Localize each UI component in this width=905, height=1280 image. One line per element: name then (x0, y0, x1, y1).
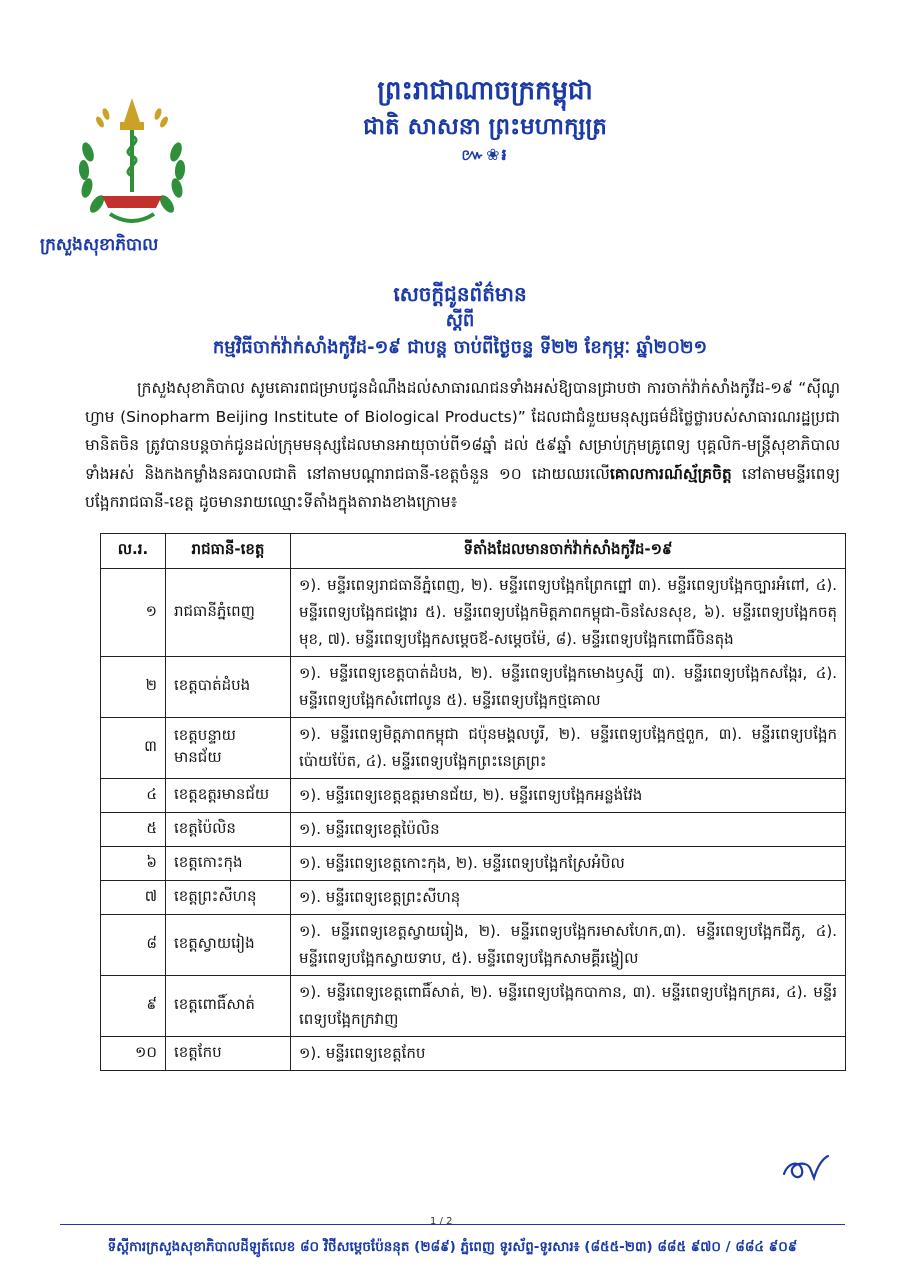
header-locations: ទីតាំងដែលមានចាក់វ៉ាក់សាំងកូវីដ-១៩ (291, 534, 846, 569)
intro-emphasis: គោលការណ៍ស្ម័គ្រចិត្ត (609, 464, 732, 483)
table-header-row (101, 534, 846, 569)
row-locations: ១). មន្ទីរពេទ្យខេត្តបាត់ដំបង, ២). មន្ទីរពេទ្យបង្អែកមោងឫស្សី ៣). មន្ទីរពេទ្យបង្អែកសង្កែរ, ៤). មន្ទីរពេទ្យបង្អែកសំពៅលូន ៥). មន្ទីរពេទ្យបង្អែកថ្មគោល (291, 657, 846, 718)
row-province: ខេត្តស្វាយរៀង (166, 915, 291, 976)
ministry-name: ក្រសួងសុខាភិបាល (40, 235, 159, 255)
intro-paragraph (85, 374, 840, 517)
table-row (101, 569, 846, 657)
row-number: ៥ (101, 813, 166, 847)
table-row (101, 718, 846, 779)
title-line2: ស្តីពី (445, 310, 475, 331)
row-locations: ១). មន្ទីរពេទ្យរាជធានីភ្នំពេញ, ២). មន្ទីរពេទ្យបង្អែកព្រែកព្នៅ ៣). មន្ទីរពេទ្យបង្អែកច្បារអំពៅ, ៤). មន្ទីរពេទ្យបង្អែកជង្គោរ ៥). មន្ទីរពេទ្យបង្អែកមិត្តភាពកម្ពុជា-ចិនសែនសុខ, ៦). មន្ទីរពេទ្យបង្អែកចតុមុខ, ៧). មន្ទីរពេទ្យបង្អែកសម្ដេចឪ-សម្ដេចម៉ែ, ៨). មន្ទីរពេទ្យបង្អែកពោធិ៍ចិនតុង (291, 569, 846, 657)
ornament-divider: ៚❀៛ (461, 145, 509, 164)
intro-part2: នៅតាមមន្ទីរពេទ្យបង្អែករាជធានី-ខេត្ត ដូចមានរាយឈ្មោះទីតាំងក្នុងតារាងខាងក្រោម៖ (85, 464, 841, 511)
row-province: ខេត្តព្រះសីហនុ (166, 881, 291, 915)
row-locations: ១). មន្ទីរពេទ្យខេត្តកោះកុង, ២). មន្ទីរពេទ្យបង្អែកស្រែអំបិល (291, 847, 846, 881)
row-locations: ១). មន្ទីរពេទ្យខេត្តព្រះសីហនុ (291, 881, 846, 915)
row-locations: ១). មន្ទីរពេទ្យខេត្តស្វាយរៀង, ២). មន្ទីរពេទ្យបង្អែករមាសហែក,៣). មន្ទីរពេទ្យបង្អែកជីភូ, ៤). មន្ទីរពេទ្យបង្អែកស្វាយទាប, ៥). មន្ទីរពេទ្យបង្អែកសាមគ្គីរង្វៀល (291, 915, 846, 976)
row-number: ៤ (101, 779, 166, 813)
row-province: ខេត្តពោធិ៍សាត់ (166, 976, 291, 1037)
footer-address: ទីស្តីការក្រសួងសុខាភិបាលដីឡូត៍លេខ ៨០ វិថីសម្តេចប៉ែននុត (២៨៩) ភ្នំពេញ ទូរស័ព្ទ-ទូរសារ៖ (៨៥៥-២៣) ៨៨៥ ៩៧០ / ៨៨៤ ៩០៩ (107, 1239, 798, 1255)
row-locations: ១). មន្ទីរពេទ្យខេត្តប៉ៃលិន (291, 813, 846, 847)
header-no: ល.រ. (101, 534, 166, 569)
header-province: រាជធានី-ខេត្ត (166, 534, 291, 569)
row-number: ២ (101, 657, 166, 718)
row-number: ៨ (101, 915, 166, 976)
kingdom-line1: ព្រះរាជាណាចក្រកម្ពុជា (377, 76, 593, 106)
row-number: ១០ (101, 1037, 166, 1071)
row-number: ៩ (101, 976, 166, 1037)
row-locations: ១). មន្ទីរពេទ្យខេត្តកែប (291, 1037, 846, 1071)
kingdom-line2: ជាតិ សាសនា ព្រះមហាក្សត្រ (363, 114, 607, 140)
row-province: ខេត្តកែប (166, 1037, 291, 1071)
row-locations: ១). មន្ទីរពេទ្យមិត្តភាពកម្ពុជា ជប៉ុនមង្គលបូរី, ២). មន្ទីរពេទ្យបង្អែកថ្មពួក, ៣). មន្ទីរពេទ្យបង្អែកប៉ោយប៉ែត, ៤). មន្ទីរពេទ្យបង្អែកព្រះនេត្រព្រះ (291, 718, 846, 779)
kingdom-motto (270, 72, 700, 166)
row-province: ខេត្តប៉ៃលិន (166, 813, 291, 847)
row-province: រាជធានីភ្នំពេញ (166, 569, 291, 657)
title-line3: កម្មវិធីចាក់វ៉ាក់សាំងកូវីដ-១៩ ជាបន្ត ចាប់ពីថ្ងៃចន្ទ ទី២២ ខែកុម្ភៈ ឆ្នាំ២០២១ (212, 337, 708, 358)
row-province: ខេត្តកោះកុង (166, 847, 291, 881)
row-number: ៦ (101, 847, 166, 881)
row-province: ខេត្តបន្ទាយមានជ័យ (166, 718, 291, 779)
table-row (101, 847, 846, 881)
vaccination-sites-table (100, 533, 846, 1071)
table-row (101, 915, 846, 976)
page-number: 1 / 2 (430, 1216, 453, 1227)
row-number: ១ (101, 569, 166, 657)
document-title (60, 280, 860, 362)
title-line1: សេចក្តីជូនព័ត៌មាន (393, 282, 527, 306)
row-province: ខេត្តបាត់ដំបង (166, 657, 291, 718)
signature-initials (780, 1150, 832, 1186)
row-number: ៣ (101, 718, 166, 779)
ministry-emblem-logo (70, 92, 194, 232)
row-number: ៧ (101, 881, 166, 915)
table-row (101, 813, 846, 847)
table-row (101, 657, 846, 718)
row-locations: ១). មន្ទីរពេទ្យខេត្តឧត្តរមានជ័យ, ២). មន្ទីរពេទ្យបង្អែកអន្លង់វែង (291, 779, 846, 813)
table-row (101, 779, 846, 813)
row-locations: ១). មន្ទីរពេទ្យខេត្តពោធិ៍សាត់, ២). មន្ទីរពេទ្យបង្អែកបាកាន, ៣). មន្ទីរពេទ្យបង្អែកក្រគរ, ៤). មន្ទីរពេទ្យបង្អែកក្រវាញ (291, 976, 846, 1037)
row-province: ខេត្តឧត្តរមានជ័យ (166, 779, 291, 813)
table-row (101, 1037, 846, 1071)
footer-divider (60, 1224, 845, 1225)
table-row (101, 881, 846, 915)
table-row (101, 976, 846, 1037)
intro-part1: ក្រសួងសុខាភិបាល សូមគោរពជម្រាបជូនដំណឹងដល់សាធារណជនទាំងអស់ឱ្យបានជ្រាបថា ការចាក់វ៉ាក់សាំងកូវីដ-១៩ “ស៊ីណូហ្វាម (Sinopharm Beijing Institute of Biological Products)” ដែលជាជំនួយមនុស្សធម៌ដ៏ថ្លៃថ្លារបស់សាធារណរដ្ឋប្រជាមានិតចិន ត្រូវបានបន្តចាក់ជូនដល់ក្រុមមនុស្សដែលមានអាយុចាប់ពី១៨ឆ្នាំ ដល់ ៥៩ឆ្នាំ សម្រាប់ក្រុមគ្រូពេទ្យ បុគ្គលិក-មន្ត្រីសុខាភិបាលទាំងអស់ និងកងកម្លាំងនគរបាលជាតិ នៅតាមបណ្តារាជធានី-ខេត្តចំនួន ១០ ដោយឈរលើ (85, 379, 841, 483)
